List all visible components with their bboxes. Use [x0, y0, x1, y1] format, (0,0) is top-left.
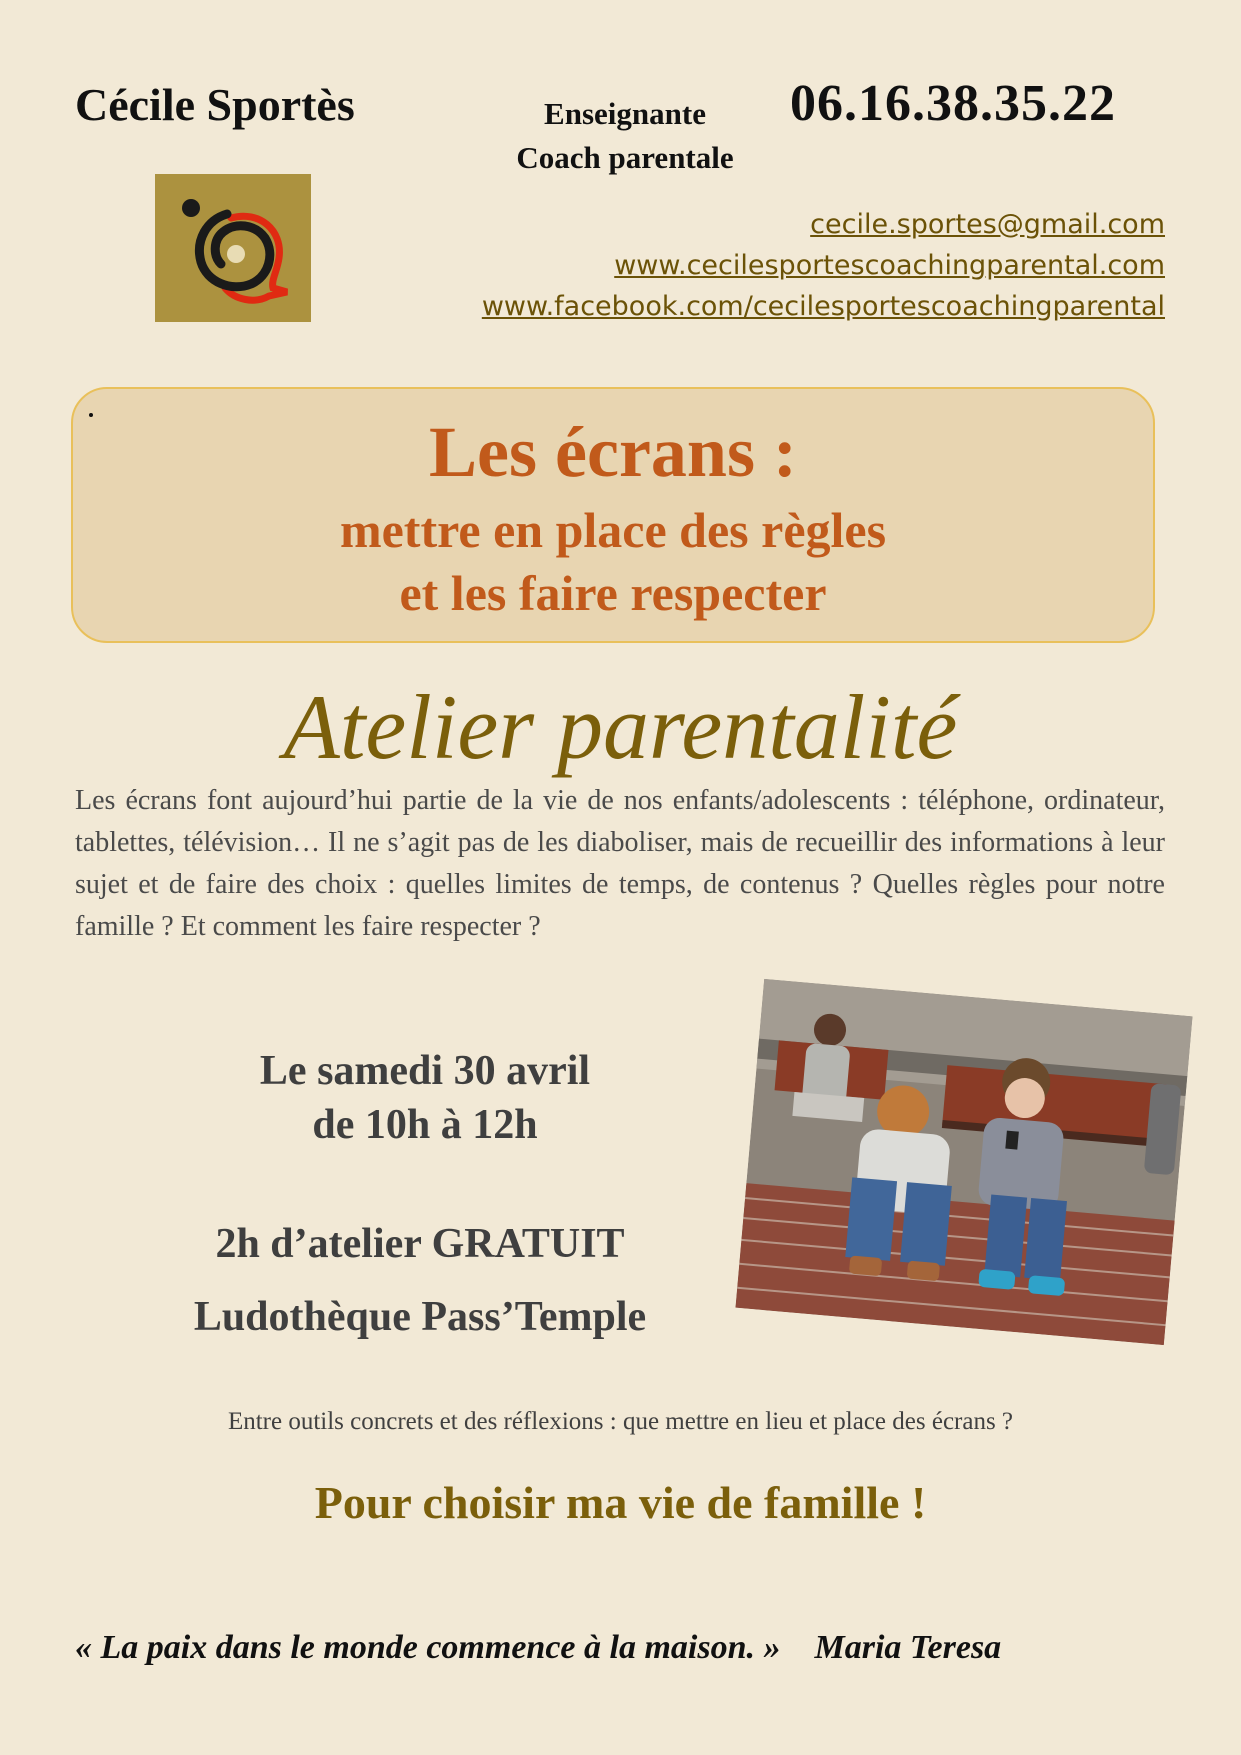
contact-links [482, 204, 1165, 327]
quote-text: « La paix dans le monde commence à la maison. » [75, 1629, 781, 1666]
event-datetime [150, 1044, 700, 1152]
title-main: Les écrans : [429, 412, 797, 492]
stray-dot [89, 413, 93, 417]
website-link[interactable]: www.cecilesportescoachingparental.com [614, 250, 1165, 281]
event-details [120, 1208, 720, 1354]
email-link[interactable]: cecile.sportes@gmail.com [810, 209, 1165, 240]
slogan: Pour choisir ma vie de famille ! [314, 1477, 927, 1528]
author-role [480, 92, 770, 180]
facebook-link[interactable]: www.facebook.com/cecilesportescoachingparental [481, 291, 1165, 322]
quote [75, 1629, 1165, 1667]
event-place: Ludothèque Pass’Temple [193, 1294, 647, 1340]
event-date: Le samedi 30 avril [259, 1048, 591, 1094]
event-price: 2h d’atelier GRATUIT [215, 1221, 625, 1267]
event-time: de 10h à 12h [312, 1102, 538, 1148]
tagline: Entre outils concrets et des réflexions : que mettre en lieu et place des écrans ? [227, 1408, 1014, 1435]
subtitle-line-2: et les faire respecter [399, 565, 827, 621]
quote-author: Maria Teresa [814, 1629, 1002, 1666]
author-name: Cécile Sportès [75, 79, 355, 130]
logo-swirl-icon [155, 174, 311, 322]
title-subtitle [73, 499, 1153, 625]
title-box [71, 387, 1155, 643]
role-teacher: Enseignante [544, 96, 706, 131]
workshop-heading: Atelier parentalité [283, 676, 958, 778]
teens-phones-photo [735, 979, 1192, 1345]
role-coach: Coach parentale [516, 140, 734, 175]
intro-paragraph: Les écrans font aujourd’hui partie de la vie de nos enfants/adolescents : téléphone, ordinateur, tablettes, télévision… Il ne s’agit pas de les diaboliser, mais de recueillir des informations à leur sujet et de faire des choix : quelles limites de temps, de contenus ? Quelles règles pour notre famille ? Et comment les faire respecter ? [75, 785, 1165, 942]
photo-illustration [735, 979, 1192, 1345]
coaching-logo [155, 174, 311, 322]
phone-number: 06.16.38.35.22 [790, 75, 1116, 132]
subtitle-line-1: mettre en place des règles [339, 502, 887, 558]
